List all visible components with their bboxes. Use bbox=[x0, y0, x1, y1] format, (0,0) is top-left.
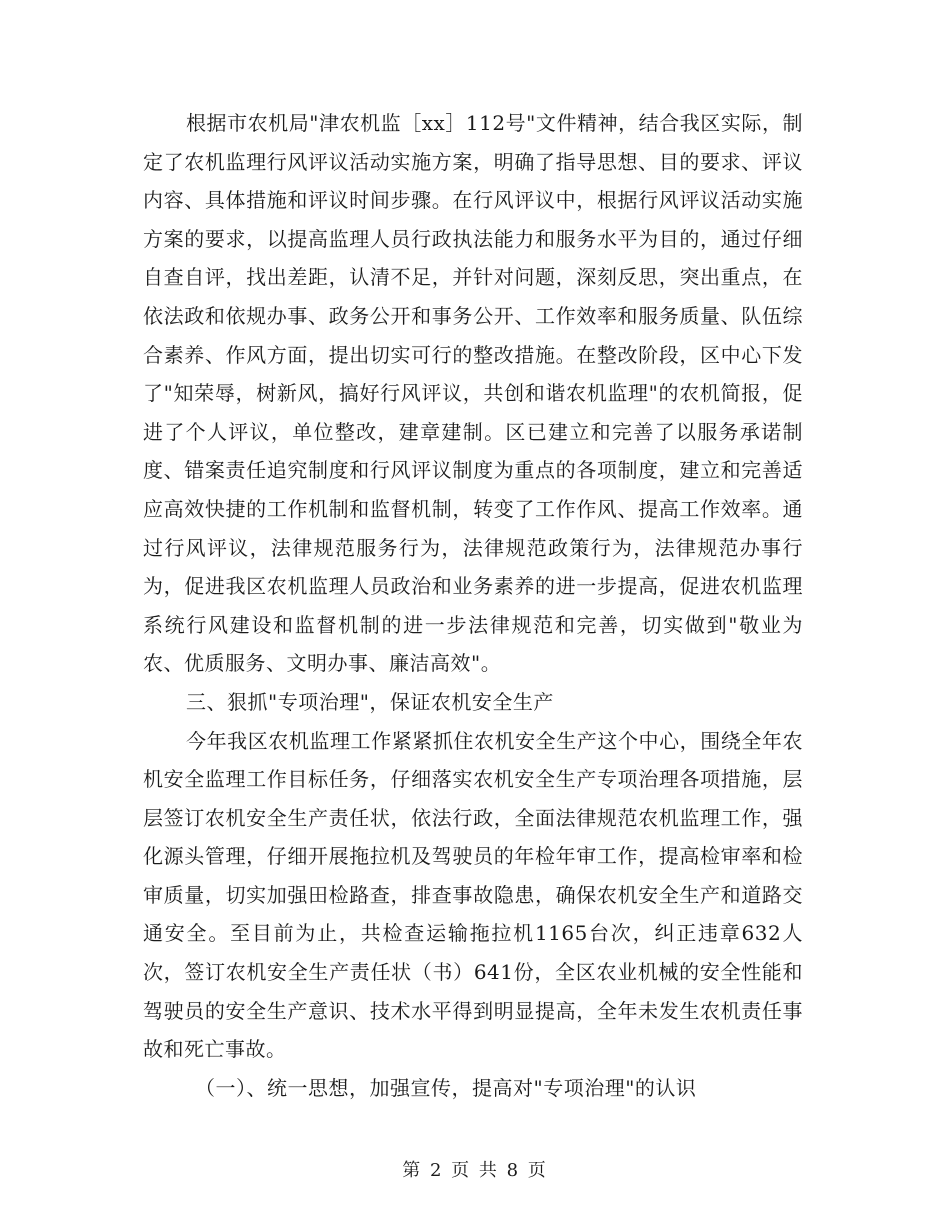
document-body bbox=[143, 104, 803, 1107]
section-paragraph: 今年我区农机监理工作紧紧抓住农机安全生产这个中心，围绕全年农机安全监理工作目标任务，仔细落实农机安全生产专项治理各项措施，层层签订农机安全生产责任状，依法行政，全面法律规范农机监理工作，强化源头管理，仔细开展拖拉机及驾驶员的年检年审工作，提高检审率和检审质量，切实加强田检路查，排查事故隐患，确保农机安全生产和道路交通安全。至目前为止，共检查运输拖拉机1165台次，纠正违章632人次，签订农机安全生产责任状（书）641份，全区农业机械的安全性能和驾驶员的安全生产意识、技术水平得到明显提高，全年未发生农机责任事故和死亡事故。 bbox=[143, 728, 803, 1062]
body-paragraph: 根据市农机局"津农机监［xx］112号"文件精神，结合我区实际，制定了农机监理行风评议活动实施方案，明确了指导思想、目的要求、评议内容、具体措施和评议时间步骤。在行风评议中，根据行风评议活动实施方案的要求，以提高监理人员行政执法能力和服务水平为目的，通过仔细自查自评，找出差距，认清不足，并针对问题，深刻反思，突出重点，在依法政和依规办事、政务公开和事务公开、工作效率和服务质量、队伍综合素养、作风方面，提出切实可行的整改措施。在整改阶段，区中心下发了"知荣辱，树新风，搞好行风评议，共创和谐农机监理"的农机简报，促进了个人评议，单位整改，建章建制。区已建立和完善了以服务承诺制度、错案责任追究制度和行风评议制度为重点的各项制度，建立和完善适应高效快捷的工作机制和监督机制，转变了工作作风、提高工作效率。通过行风评议，法律规范服务行为，法律规范政策行为，法律规范办事行为，促进我区农机监理人员政治和业务素养的进一步提高，促进农机监理系统行风建设和监督机制的进一步法律规范和完善，切实做到"敬业为农、优质服务、文明办事、廉洁高效"。 bbox=[143, 111, 803, 676]
section-heading: 三、狠抓"专项治理"，保证农机安全生产 bbox=[186, 689, 554, 714]
sub-heading: （一）、统一思想，加强宣传，提高对"专项治理"的认识 bbox=[195, 1075, 697, 1100]
page-number-footer: 第 2 页 共 8 页 bbox=[402, 1160, 548, 1181]
